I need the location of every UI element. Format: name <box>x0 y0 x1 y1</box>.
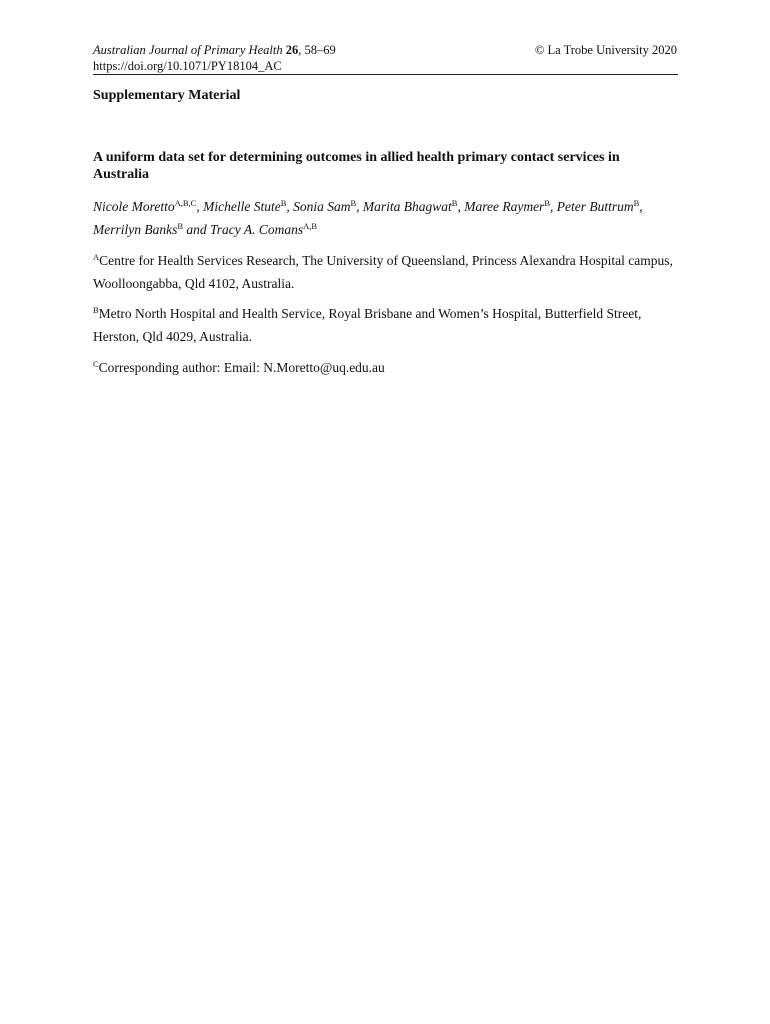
header-divider <box>93 74 678 75</box>
author-affiliation-mark: B <box>350 198 357 208</box>
journal-citation <box>93 43 336 58</box>
author-affiliation-mark: B <box>451 198 458 208</box>
author-affiliation-mark: B <box>280 198 287 208</box>
journal-name: Australian Journal of Primary Health <box>93 43 283 57</box>
author-name: Peter Buttrum <box>556 199 634 214</box>
author-separator: , <box>196 199 204 214</box>
author-affiliation-mark: B <box>633 198 640 208</box>
author-name: Marita Bhagwat <box>362 199 452 214</box>
supplementary-heading: Supplementary Material <box>93 88 241 103</box>
author-affiliation-mark: A,B <box>303 221 318 231</box>
author-separator: , <box>356 199 363 214</box>
author-affiliation-mark: B <box>177 221 184 231</box>
affiliation-b <box>93 302 683 348</box>
author-name: Sonia Sam <box>293 199 351 214</box>
affiliation-mark: A <box>93 252 100 262</box>
affiliation-a <box>93 249 683 295</box>
author-name: Maree Raymer <box>464 199 545 214</box>
author-affiliation-mark: B <box>544 198 550 208</box>
doi-link[interactable]: https://doi.org/10.1071/PY18104_AC <box>93 59 282 73</box>
author-name: Nicole Moretto <box>93 199 175 214</box>
author-separator: , <box>549 199 557 214</box>
author-separator: , <box>286 199 294 214</box>
corresponding-text: Corresponding author: Email: N.Moretto@uq.edu.au <box>98 360 385 375</box>
affiliation-mark: B <box>93 305 99 315</box>
author-name: Tracy A. Comans <box>210 222 304 237</box>
affiliation-mark: C <box>93 359 99 369</box>
author-name: Merrilyn Banks <box>93 222 178 237</box>
journal-pages: , 58–69 <box>298 43 336 57</box>
journal-volume: 26 <box>285 43 299 57</box>
author-list <box>93 195 683 241</box>
paper-title: A uniform data set for determining outcomes in allied health primary contact services in Australia <box>93 150 620 182</box>
author-affiliation-mark: A,B,C <box>174 198 197 208</box>
author-separator: , <box>457 199 465 214</box>
author-separator: and <box>183 222 211 237</box>
corresponding-author <box>93 356 683 379</box>
affiliation-text: Centre for Health Services Research, The University of Queensland, Princess Alexandra Hospital campus, Woolloongabba, Qld 4102, Australia. <box>93 253 673 291</box>
author-separator: , <box>639 199 643 214</box>
affiliation-text: Metro North Hospital and Health Service, Royal Brisbane and Women’s Hospital, Butterfield Street, Herston, Qld 4029, Australia. <box>93 306 642 344</box>
copyright-notice: © La Trobe University 2020 <box>534 43 677 57</box>
author-name: Michelle Stute <box>203 199 281 214</box>
